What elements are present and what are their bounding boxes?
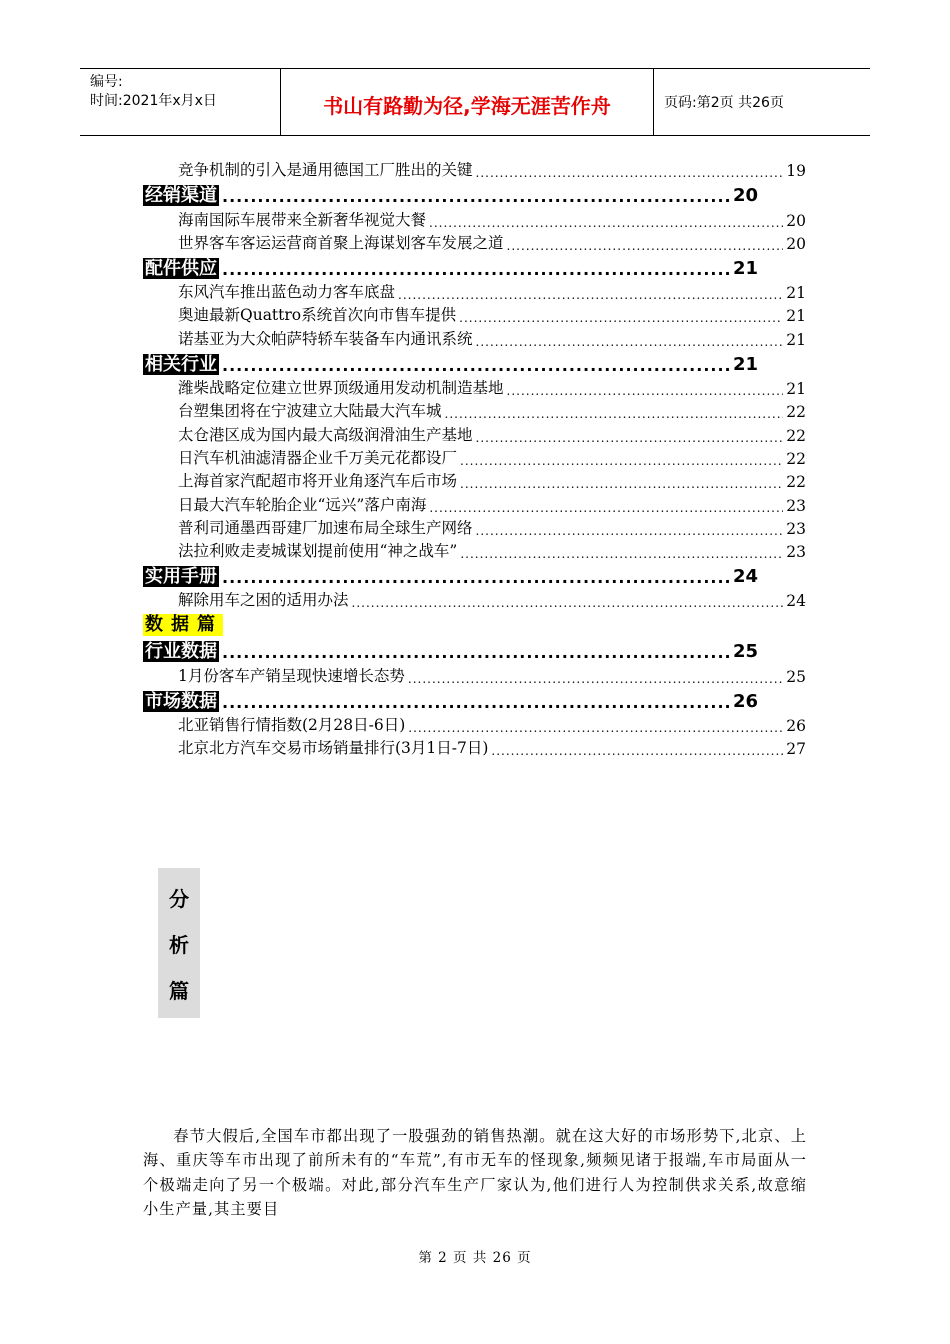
toc-entry[interactable]	[143, 445, 806, 468]
toc-entry[interactable]	[143, 398, 806, 421]
toc-page-number: 21	[786, 380, 806, 399]
toc-entry-title: 1月份客车产销呈现快速增长态势	[178, 666, 405, 685]
page-footer: 第 2 页 共 26 页	[418, 1250, 532, 1266]
toc-entry-title: 实用手册	[145, 566, 217, 588]
part-label-char: 分	[169, 886, 189, 911]
toc-entry-title: 海南国际车展带来全新奢华视觉大餐	[178, 210, 427, 229]
toc-dot-leader	[429, 501, 783, 515]
toc-entry[interactable]	[143, 375, 806, 398]
toc-page-number: 22	[786, 449, 806, 468]
toc-entry-title: 相关行业	[145, 353, 217, 375]
toc-dot-leader	[222, 693, 730, 712]
toc-entry[interactable]	[143, 662, 806, 685]
toc-entry-title: 诺基亚为大众帕萨特轿车装备车内通讯系统	[178, 329, 473, 348]
toc-page-number: 24	[732, 566, 758, 588]
table-of-contents	[143, 157, 806, 758]
toc-entry-title: 台塑集团将在宁波建立大陆最大汽车城	[178, 402, 442, 421]
toc-section-entry[interactable]	[143, 636, 806, 662]
toc-page-number: 25	[732, 641, 758, 663]
toc-entry-title: 法拉利败走麦城谋划提前使用“神之战车”	[178, 542, 458, 561]
toc-dot-leader	[352, 596, 784, 610]
part-label-char: 篇	[169, 978, 189, 1003]
toc-page-number: 21	[732, 353, 758, 375]
toc-dot-leader	[408, 672, 783, 686]
part-label-char: 析	[169, 932, 189, 957]
toc-dot-leader	[460, 454, 783, 468]
toc-page-number: 21	[786, 330, 806, 349]
toc-entry[interactable]	[143, 491, 806, 514]
toc-entry-title: 北京北方汽车交易市场销量排行(3月1日-7日)	[178, 739, 489, 758]
toc-page-number: 26	[786, 717, 806, 736]
toc-entry[interactable]	[143, 421, 806, 444]
toc-entry-title: 北亚销售行情指数(2月28日-6日)	[178, 716, 406, 735]
toc-entry-title: 太仓港区成为国内最大高级润滑油生产基地	[178, 425, 473, 444]
toc-page-number: 22	[786, 403, 806, 422]
toc-entry-title: 日最大汽车轮胎企业“远兴”落户南海	[178, 495, 427, 514]
toc-page-number: 20	[786, 211, 806, 230]
toc-part-heading[interactable]	[143, 610, 806, 636]
toc-dot-leader	[222, 187, 730, 206]
toc-page-number: 21	[732, 257, 758, 279]
toc-page-number: 25	[786, 667, 806, 686]
toc-dot-leader	[460, 547, 783, 561]
toc-entry-title: 上海首家汽配超市将开业角逐汽车后市场	[178, 472, 458, 491]
toc-entry[interactable]	[143, 325, 806, 348]
toc-page-number: 21	[786, 284, 806, 303]
toc-dot-leader	[222, 568, 730, 587]
part-label-analysis	[158, 868, 200, 1018]
toc-dot-leader	[222, 356, 730, 375]
toc-page-number: 26	[732, 690, 758, 712]
toc-entry[interactable]	[143, 157, 806, 180]
toc-dot-leader	[476, 335, 784, 349]
header-motto: 书山有路勤为径,学海无涯苦作舟	[281, 69, 654, 135]
toc-entry-title: 市场数据	[145, 690, 217, 712]
header-meta-cell	[80, 69, 281, 135]
toc-dot-leader	[476, 431, 784, 445]
toc-dot-leader	[459, 311, 783, 325]
toc-entry-title: 行业数据	[145, 641, 217, 663]
toc-page-number: 23	[786, 519, 806, 538]
toc-page-number: 19	[786, 162, 806, 181]
toc-dot-leader	[507, 239, 784, 253]
toc-page-number: 27	[786, 740, 806, 759]
toc-entry-title: 潍柴战略定位建立世界顶级通用发动机制造基地	[178, 379, 504, 398]
toc-entry[interactable]	[143, 538, 806, 561]
body-paragraph: 春节大假后,全国车市都出现了一股强劲的销售热潮。就在这大好的市场形势下,北京、上海、重庆等车市出现了前所未有的“车荒”,有市无车的怪现象,频频见诸于报端,车市局面从一个极端走向了另一个极端。对此,部分汽车生产厂家认为,他们进行人为控制供求关系,故意缩小生产量,其主要目	[143, 1127, 807, 1219]
toc-entry-title: 普利司通墨西哥建厂加速布局全球生产网络	[178, 518, 473, 537]
toc-section-entry[interactable]	[143, 253, 806, 279]
toc-dot-leader	[476, 524, 784, 538]
toc-dot-leader	[491, 744, 783, 758]
toc-page-number: 22	[786, 426, 806, 445]
toc-dot-leader	[507, 384, 784, 398]
toc-section-entry[interactable]	[143, 686, 806, 712]
toc-entry-title: 经销渠道	[145, 185, 217, 207]
toc-page-number: 21	[786, 307, 806, 326]
number-label: 编号:	[90, 74, 123, 90]
toc-page-number: 23	[786, 496, 806, 515]
toc-entry[interactable]	[143, 735, 806, 758]
toc-entry-title: 奥迪最新Quattro系统首次向市售车提供	[178, 306, 457, 325]
page-header	[80, 68, 870, 136]
toc-dot-leader	[222, 260, 730, 279]
toc-entry[interactable]	[143, 279, 806, 302]
toc-dot-leader	[476, 166, 784, 180]
toc-section-entry[interactable]	[143, 349, 806, 375]
toc-entry-title: 解除用车之困的适用办法	[178, 591, 349, 610]
date-label: 时间:2021年x月x日	[90, 93, 217, 109]
header-page-label: 页码:第2页 共26页	[664, 95, 784, 111]
toc-entry[interactable]	[143, 468, 806, 491]
toc-page-number: 24	[786, 592, 806, 611]
toc-entry-title: 配件供应	[145, 257, 217, 279]
toc-dot-leader	[398, 288, 783, 302]
toc-entry[interactable]	[143, 206, 806, 229]
toc-section-entry[interactable]	[143, 180, 806, 206]
toc-entry-title: 日汽车机油滤清器企业千万美元花都设厂	[178, 448, 458, 467]
toc-entry[interactable]	[143, 230, 806, 253]
toc-dot-leader	[460, 477, 783, 491]
toc-page-number: 22	[786, 473, 806, 492]
toc-page-number: 20	[786, 234, 806, 253]
toc-section-entry[interactable]	[143, 561, 806, 587]
toc-entry[interactable]	[143, 587, 806, 610]
toc-page-number: 23	[786, 543, 806, 562]
toc-page-number: 20	[732, 185, 758, 207]
toc-dot-leader	[408, 721, 783, 735]
toc-entry-title: 数据篇	[145, 614, 223, 636]
toc-dot-leader	[222, 643, 730, 662]
toc-entry[interactable]	[143, 712, 806, 735]
toc-entry[interactable]	[143, 515, 806, 538]
toc-entry-title: 世界客车客运运营商首聚上海谋划客车发展之道	[178, 233, 504, 252]
toc-entry-title: 东风汽车推出蓝色动力客车底盘	[178, 283, 396, 302]
toc-entry-title: 竞争机制的引入是通用德国工厂胜出的关键	[178, 161, 473, 180]
toc-entry[interactable]	[143, 302, 806, 325]
toc-dot-leader	[445, 407, 784, 421]
toc-dot-leader	[429, 216, 783, 230]
